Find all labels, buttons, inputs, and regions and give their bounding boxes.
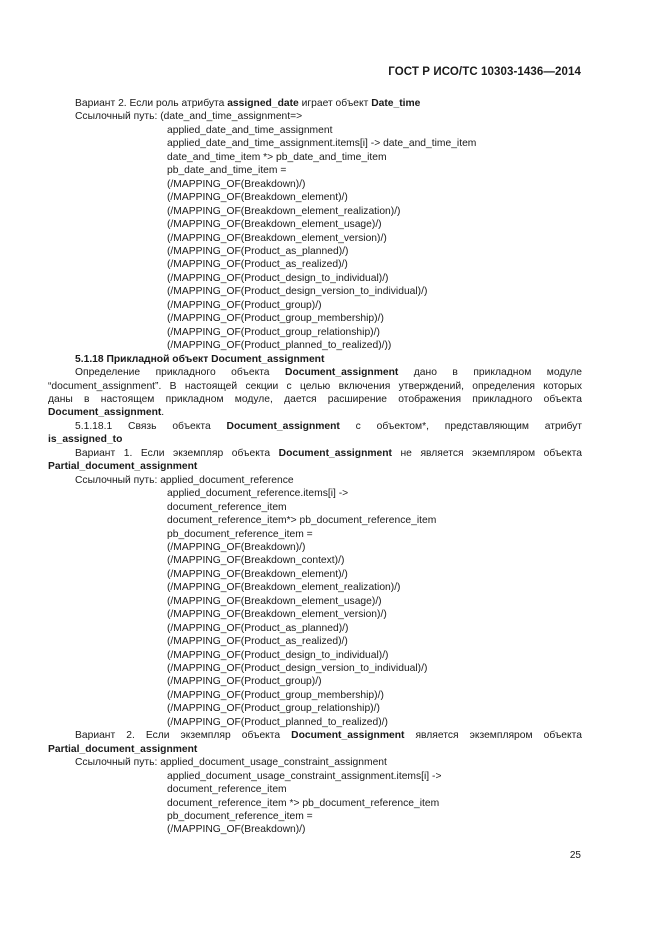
path-line: (/MAPPING_OF(Breakdown_element_realization)/)	[167, 205, 401, 217]
path-line: pb_date_and_time_item =	[167, 165, 287, 177]
definition-line: Определение прикладного объекта Document_assignment дано в прикладном модуле	[75, 367, 582, 379]
variant-1-object: Partial_document_assignment	[48, 461, 198, 473]
path-list-3	[48, 770, 582, 837]
reference-path-line: Ссылочный путь: applied_document_reference	[75, 474, 294, 486]
path-line: (/MAPPING_OF(Breakdown_element_version)/)	[167, 232, 387, 244]
path-line: (/MAPPING_OF(Breakdown_context)/)	[167, 555, 345, 567]
path-line: document_reference_item *> pb_document_reference_item	[167, 797, 440, 809]
path-line: (/MAPPING_OF(Product_design_version_to_individual)/)	[167, 286, 428, 298]
path-line: applied_document_reference.items[i] ->	[167, 488, 349, 500]
path-line: (/MAPPING_OF(Breakdown_element)/)	[167, 568, 348, 580]
section-heading: 5.1.18 Прикладной объект Document_assignment	[75, 353, 325, 365]
definition-line: “document_assignment”. В настоящей секции с целью включения утверждений, определения которых	[48, 380, 582, 392]
path-line: document_reference_item	[167, 501, 287, 513]
path-line: pb_document_reference_item =	[167, 528, 313, 540]
variant-2-object: Partial_document_assignment	[48, 743, 198, 755]
path-line: (/MAPPING_OF(Product_as_realized)/)	[167, 636, 348, 648]
path-line: date_and_time_item *> pb_date_and_time_item	[167, 151, 387, 163]
path-line: (/MAPPING_OF(Breakdown_element_usage)/)	[167, 595, 382, 607]
path-line: (/MAPPING_OF(Breakdown_element_realization)/)	[167, 582, 401, 594]
path-line: (/MAPPING_OF(Breakdown)/)	[167, 541, 306, 553]
reference-path-line: Ссылочный путь: applied_document_usage_constraint_assignment	[75, 757, 387, 769]
path-line: (/MAPPING_OF(Product_design_version_to_individual)/)	[167, 663, 428, 675]
definition-line: Document_assignment.	[48, 407, 165, 419]
path-line: (/MAPPING_OF(Breakdown)/)	[167, 178, 306, 190]
path-line: document_reference_item*> pb_document_reference_item	[167, 515, 437, 527]
path-line: (/MAPPING_OF(Breakdown_element)/)	[167, 192, 348, 204]
path-line: (/MAPPING_OF(Breakdown_element_version)/)	[167, 609, 387, 621]
path-line: (/MAPPING_OF(Product_as_planned)/)	[167, 245, 349, 257]
path-line: applied_date_and_time_assignment.items[i] -> date_and_time_item	[167, 138, 477, 150]
variant-2-date-heading: Вариант 2. Если роль атрибута assigned_date играет объект Date_time	[75, 98, 421, 109]
path-line: (/MAPPING_OF(Breakdown_element_usage)/)	[167, 219, 382, 231]
document-body	[48, 97, 582, 837]
path-line: (/MAPPING_OF(Product_group_membership)/)	[167, 313, 384, 325]
path-line: (/MAPPING_OF(Product_design_to_individual)/)	[167, 272, 389, 284]
variant-2-heading: Вариант 2. Если экземпляр объекта Document_assignment является экземпляром объекта	[75, 730, 582, 742]
path-line: (/MAPPING_OF(Product_as_realized)/)	[167, 259, 348, 271]
subsection-attribute: is_assigned_to	[48, 434, 123, 446]
path-line: (/MAPPING_OF(Product_group_relationship)/)	[167, 703, 380, 715]
path-line: (/MAPPING_OF(Breakdown)/)	[167, 824, 306, 836]
variant-1-heading: Вариант 1. Если экземпляр объекта Document_assignment не является экземпляром объекта	[75, 447, 582, 459]
reference-path-line: Ссылочный путь: (date_and_time_assignment=>	[75, 111, 303, 123]
path-line: applied_document_usage_constraint_assignment.items[i] ->	[167, 770, 442, 782]
path-line: (/MAPPING_OF(Product_planned_to_realized)/)	[167, 716, 388, 728]
path-line: pb_document_reference_item =	[167, 811, 313, 823]
subsection-heading: 5.1.18.1 Связь объекта Document_assignment с объектом*, представляющим атрибут	[75, 420, 582, 432]
path-line: document_reference_item	[167, 784, 287, 796]
path-line: (/MAPPING_OF(Product_group)/)	[167, 676, 322, 688]
path-line: (/MAPPING_OF(Product_as_planned)/)	[167, 622, 349, 634]
path-list-2	[48, 487, 582, 729]
path-line: (/MAPPING_OF(Product_group)/)	[167, 299, 322, 311]
path-line: (/MAPPING_OF(Product_planned_to_realized)/))	[167, 340, 392, 352]
path-line: (/MAPPING_OF(Product_group_membership)/)	[167, 689, 384, 701]
document-header: ГОСТ Р ИСО/ТС 10303-1436—2014	[388, 66, 581, 78]
page-number: 25	[569, 850, 581, 861]
path-line: applied_date_and_time_assignment	[167, 124, 333, 136]
path-line: (/MAPPING_OF(Product_design_to_individual)/)	[167, 649, 389, 661]
definition-line: даны в настоящем прикладном модуле, дается расширение отображения прикладного объекта	[48, 393, 582, 405]
path-list-1	[48, 124, 582, 353]
path-line: (/MAPPING_OF(Product_group_relationship)/)	[167, 326, 380, 338]
